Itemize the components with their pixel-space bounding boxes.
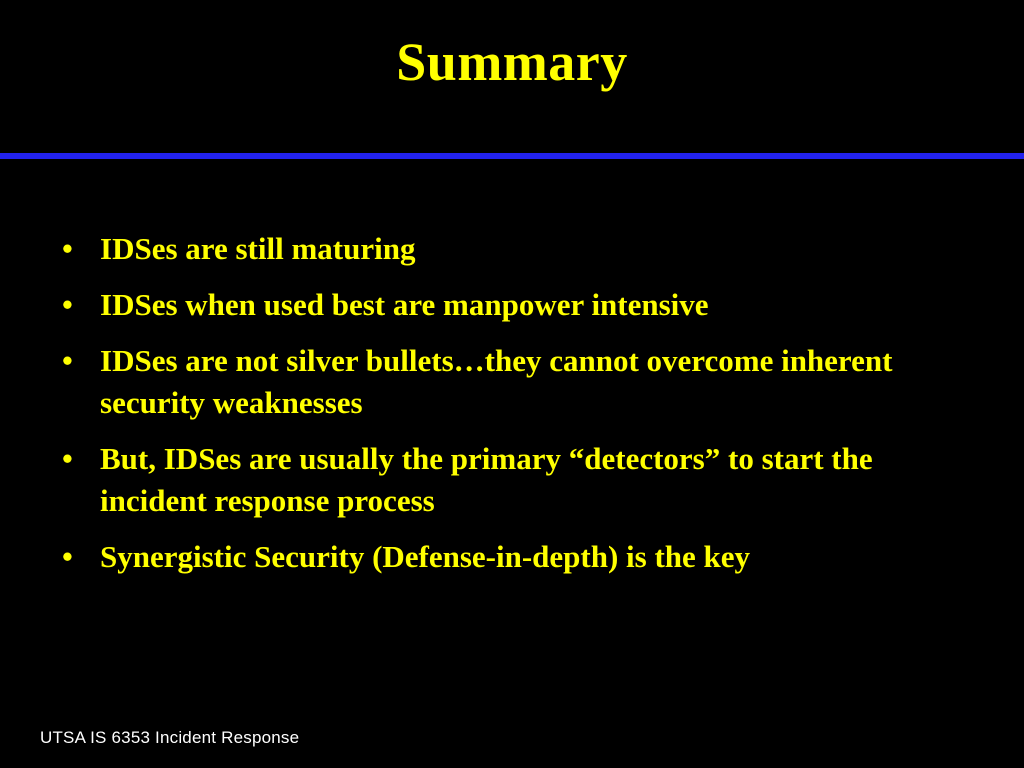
list-item xyxy=(52,284,952,326)
list-item-text: Synergistic Security (Defense-in-depth) is the key xyxy=(100,539,751,574)
list-item-text: IDSes are not silver bullets…they cannot overcome inherent security weaknesses xyxy=(100,343,893,420)
bullet-marker-icon: • xyxy=(62,539,73,574)
list-item xyxy=(52,228,952,270)
bullet-marker-icon: • xyxy=(62,441,73,476)
list-item xyxy=(52,340,952,424)
list-item-text: IDSes are still maturing xyxy=(100,231,416,266)
bullet-marker-icon: • xyxy=(62,287,73,322)
slide-footer: UTSA IS 6353 Incident Response xyxy=(40,728,300,747)
list-item-text: But, IDSes are usually the primary “detectors” to start the incident response process xyxy=(100,441,873,518)
bullet-marker-icon: • xyxy=(62,231,73,266)
list-item-text: IDSes when used best are manpower intensive xyxy=(100,287,709,322)
title-divider xyxy=(0,153,1024,159)
bullet-list xyxy=(52,228,952,592)
bullet-marker-icon: • xyxy=(62,343,73,378)
list-item xyxy=(52,438,952,522)
page-title: Summary xyxy=(396,32,628,92)
list-item xyxy=(52,536,952,578)
